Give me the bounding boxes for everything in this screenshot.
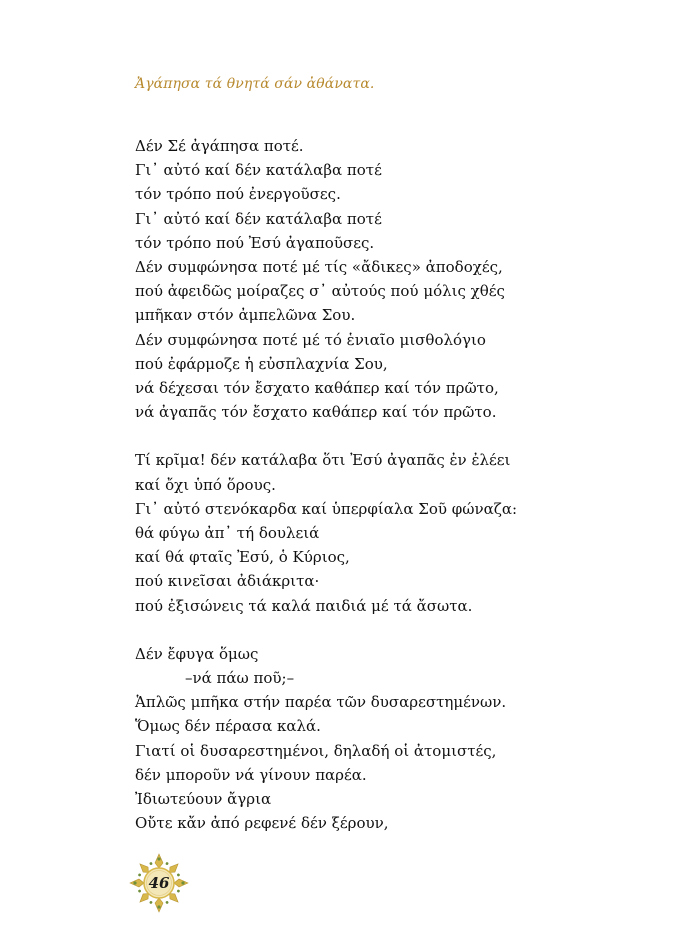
stanza-1 bbox=[135, 134, 655, 424]
page-number-badge bbox=[128, 852, 190, 914]
poem-line: καί θά φταῖς Ἐσύ, ὁ Κύριος, bbox=[135, 548, 350, 567]
poem-line: Οὔτε κἄν ἀπό ρεφενέ δέν ξέρουν, bbox=[135, 814, 389, 833]
poem-line: καί ὄχι ὑπό ὅρους. bbox=[135, 475, 276, 494]
stanza-2 bbox=[135, 448, 655, 617]
poem-body bbox=[135, 134, 655, 859]
poem-line: Δέν συμφώνησα ποτέ μέ τίς «ἄδικες» ἀποδοχές, bbox=[135, 258, 503, 277]
page-title: Ἀγάπησα τά θνητά σάν ἀθάνατα. bbox=[135, 76, 375, 92]
poem-line: Δέν συμφώνησα ποτέ μέ τό ἑνιαῖο μισθολόγιο bbox=[135, 330, 486, 349]
poem-line: νά ἀγαπᾶς τόν ἔσχατο καθάπερ καί τόν πρῶτο. bbox=[135, 403, 497, 422]
poem-line: Ὅμως δέν πέρασα καλά. bbox=[135, 717, 321, 736]
poem-line: τόν τρόπο πού Ἐσύ ἀγαποῦσες. bbox=[135, 233, 375, 252]
poem-line: Ἰδιωτεύουν ἄγρια bbox=[135, 790, 272, 809]
page-number: 46 bbox=[148, 874, 170, 892]
poem-line: Γι᾽ αὐτό καί δέν κατάλαβα ποτέ bbox=[135, 209, 382, 228]
poem-line: μπῆκαν στόν ἀμπελῶνα Σου. bbox=[135, 306, 356, 325]
poem-line: θά φύγω ἀπ᾽ τή δουλειά bbox=[135, 524, 320, 543]
poem-line: πού ἐξισώνεις τά καλά παιδιά μέ τά ἄσωτα. bbox=[135, 596, 473, 615]
poem-line: Γι᾽ αὐτό καί δέν κατάλαβα ποτέ bbox=[135, 161, 382, 180]
poem-line: πού ἀφειδῶς μοίραζες σ᾽ αὐτούς πού μόλις χθές bbox=[135, 282, 505, 301]
poem-line: τόν τρόπο πού ἐνεργοῦσες. bbox=[135, 185, 341, 204]
poem-line: Δέν Σέ ἀγάπησα ποτέ. bbox=[135, 137, 304, 155]
poem-line: Γιατί οἱ δυσαρεστημένοι, δηλαδή οἱ ἀτομιστές, bbox=[135, 741, 497, 760]
stanza-3 bbox=[135, 642, 655, 836]
poem-line: δέν μποροῦν νά γίνουν παρέα. bbox=[135, 765, 367, 784]
poem-line-indented: –νά πάω ποῦ;– bbox=[185, 669, 295, 688]
poem-line: πού ἐφάρμοζε ἡ εὐσπλαχνία Σου, bbox=[135, 354, 388, 373]
poem-line: πού κινεῖσαι ἀδιάκριτα· bbox=[135, 572, 320, 591]
poem-line: Τί κρῖμα! δέν κατάλαβα ὅτι Ἐσύ ἀγαπᾶς ἐν ἐλέει bbox=[135, 451, 511, 470]
poem-line: Ἁπλῶς μπῆκα στήν παρέα τῶν δυσαρεστημένων. bbox=[135, 693, 507, 712]
poem-line: Γι᾽ αὐτό στενόκαρδα καί ὑπερφίαλα Σοῦ φώναζα: bbox=[135, 499, 518, 518]
poem-line: Δέν ἔφυγα ὅμως bbox=[135, 644, 259, 663]
poem-line: νά δέχεσαι τόν ἔσχατο καθάπερ καί τόν πρῶτο, bbox=[135, 379, 499, 398]
